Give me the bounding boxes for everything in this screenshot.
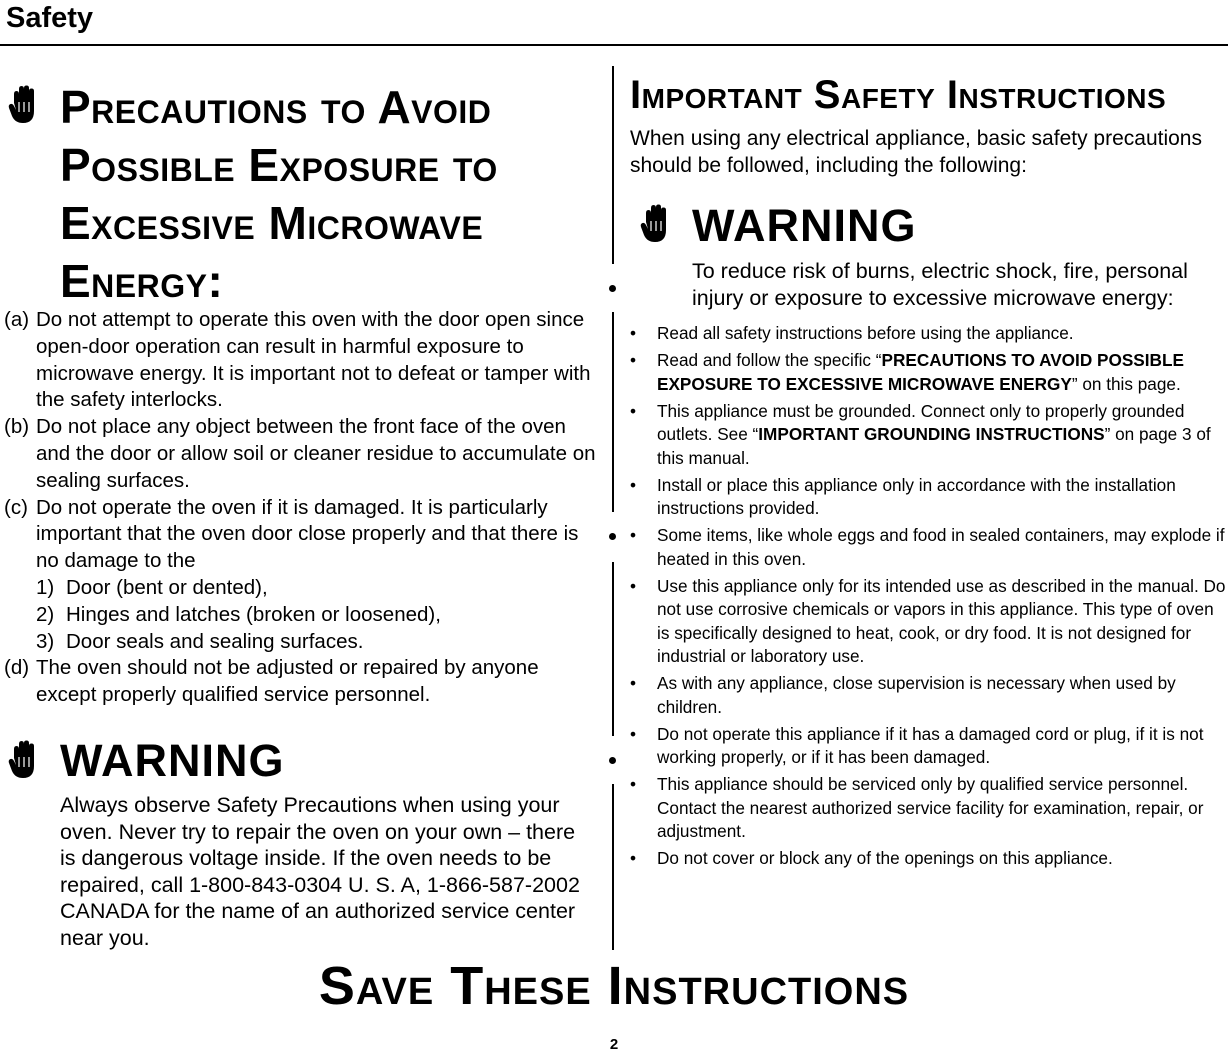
list-item	[628, 847, 1226, 871]
list-item	[628, 773, 1226, 844]
precautions-title-line: Energy:	[60, 255, 224, 307]
safety-bullet-list	[628, 322, 1226, 874]
column-divider	[612, 312, 614, 512]
warning-title: WARNING	[692, 200, 917, 251]
bullet-icon: •	[630, 525, 637, 545]
precaution-item	[4, 414, 596, 494]
sub-item-label: 1)	[36, 575, 55, 599]
precaution-item	[4, 655, 596, 709]
list-item	[628, 400, 1226, 471]
sub-item-text: Door (bent or dented),	[66, 575, 268, 599]
bullet-text: Do not operate this appliance if it has a damaged cord or plug, if it is not working properly, or if it has been damaged.	[657, 723, 1204, 767]
item-text: Do not attempt to operate this oven with the door open since open-door operation can result in harmful exposure to microwave energy. It is important not to defeat or tamper with the safety interlocks.	[36, 308, 591, 412]
list-item	[628, 575, 1226, 669]
precautions-title-line: Excessive Microwave	[60, 197, 484, 249]
sub-item	[36, 602, 596, 629]
precautions-title-line: Precautions to Avoid	[60, 81, 492, 133]
bullet-text: Read and follow the specific “PRECAUTIONS TO AVOID POSSIBLE EXPOSURE TO EXCESSIVE MICROWAVE ENERGY” on this page.	[657, 350, 1184, 394]
list-item	[628, 349, 1226, 396]
bullet-icon: •	[630, 575, 637, 596]
bullet-text: This appliance must be grounded. Connect only to properly grounded outlets. See “IMPORTANT GROUNDING INSTRUCTIONS” on page 3 of this manual.	[657, 400, 1211, 468]
hand-stop-icon	[640, 204, 672, 244]
precaution-item	[4, 307, 596, 414]
header-rule	[0, 44, 1228, 46]
sub-item-label: 2)	[36, 602, 55, 626]
bullet-icon: •	[630, 774, 637, 794]
precautions-title	[60, 78, 498, 310]
precautions-list	[4, 307, 596, 709]
item-text: The oven should not be adjusted or repaired by anyone except properly qualified service personnel.	[36, 656, 539, 707]
save-instructions-banner: Save These Instructions	[318, 956, 910, 1016]
warning-title: WARNING	[60, 735, 285, 786]
bold-reference: IMPORTANT GROUNDING INSTRUCTIONS	[758, 424, 1105, 444]
item-label: (c)	[4, 495, 28, 519]
bullet-icon: •	[630, 350, 637, 370]
bullet-text: As with any appliance, close supervision is necessary when used by children.	[657, 673, 1176, 717]
bullet-icon: •	[630, 400, 637, 421]
bullet-icon: •	[630, 474, 637, 495]
precaution-item	[4, 495, 596, 656]
bullet-text: Use this appliance only for its intended use as described in the manual. Do not use corrosive chemicals or vapors in this appliance. This type of oven is specifically designed to heat, cook, or dry food. It is not designed for industrial or laboratory use.	[657, 575, 1226, 666]
item-text: Do not operate the oven if it is damaged. It is particularly important that the oven door close properly and that there is no damage to the	[36, 495, 579, 573]
warning-body: To reduce risk of burns, electric shock, fire, personal injury or exposure to excessive microwave energy:	[692, 259, 1188, 310]
bullet-icon: •	[630, 848, 637, 868]
column-divider	[612, 66, 614, 264]
sub-item	[36, 629, 596, 656]
sub-item-text: Door seals and sealing surfaces.	[66, 629, 364, 653]
item-label: (d)	[4, 656, 30, 680]
sub-item-text: Hinges and latches (broken or loosened),	[66, 602, 441, 626]
divider-dot	[609, 757, 616, 764]
hand-stop-icon	[8, 740, 40, 780]
precautions-title-line: Possible Exposure to	[60, 139, 498, 191]
column-divider	[612, 784, 614, 950]
important-safety-title: Important Safety Instructions	[630, 73, 1167, 117]
bold-reference: PRECAUTIONS TO AVOID POSSIBLE EXPOSURE TO EXCESSIVE MICROWAVE ENERGY	[657, 350, 1184, 394]
bullet-text: Some items, like whole eggs and food in sealed containers, may explode if heated in this oven.	[657, 525, 1225, 569]
bullet-text: Install or place this appliance only in accordance with the installation instructions provided.	[657, 474, 1176, 518]
sub-item	[36, 575, 596, 602]
list-item	[628, 524, 1226, 571]
sub-item-label: 3)	[36, 629, 55, 653]
divider-dot	[609, 285, 616, 292]
bullet-text: This appliance should be serviced only by qualified service personnel. Contact the nearest authorized service facility for examination, repair, or adjustment.	[657, 774, 1204, 841]
list-item	[628, 322, 1226, 346]
page-number: 2	[609, 1036, 619, 1053]
item-label: (b)	[4, 415, 30, 439]
hand-stop-icon	[8, 85, 40, 125]
page-header-title: Safety	[6, 2, 94, 34]
column-divider	[612, 562, 614, 736]
warning-body: Always observe Safety Precautions when using your oven. Never try to repair the oven on your own – there is dangerous voltage inside. If the oven needs to be repaired, call 1-800-843-0304 U. S. A, 1-866-587-2002 CANADA for the name of an authorized service center near you.	[60, 793, 580, 950]
bullet-icon: •	[630, 673, 637, 693]
bullet-text: Do not cover or block any of the openings on this appliance.	[657, 848, 1113, 868]
item-label: (a)	[4, 308, 30, 331]
list-item	[628, 672, 1226, 719]
list-item	[628, 723, 1226, 770]
bullet-icon: •	[630, 723, 637, 744]
divider-dot	[609, 533, 616, 540]
bullet-icon: •	[630, 323, 637, 343]
item-text: Do not place any object between the front face of the oven and the door or allow soil or cleaner residue to accumulate on sealing surfaces.	[36, 415, 596, 492]
list-item	[628, 474, 1226, 521]
bullet-text: Read all safety instructions before using the appliance.	[657, 323, 1074, 343]
safety-intro: When using any electrical appliance, basic safety precautions should be followed, including the following:	[630, 127, 1202, 177]
